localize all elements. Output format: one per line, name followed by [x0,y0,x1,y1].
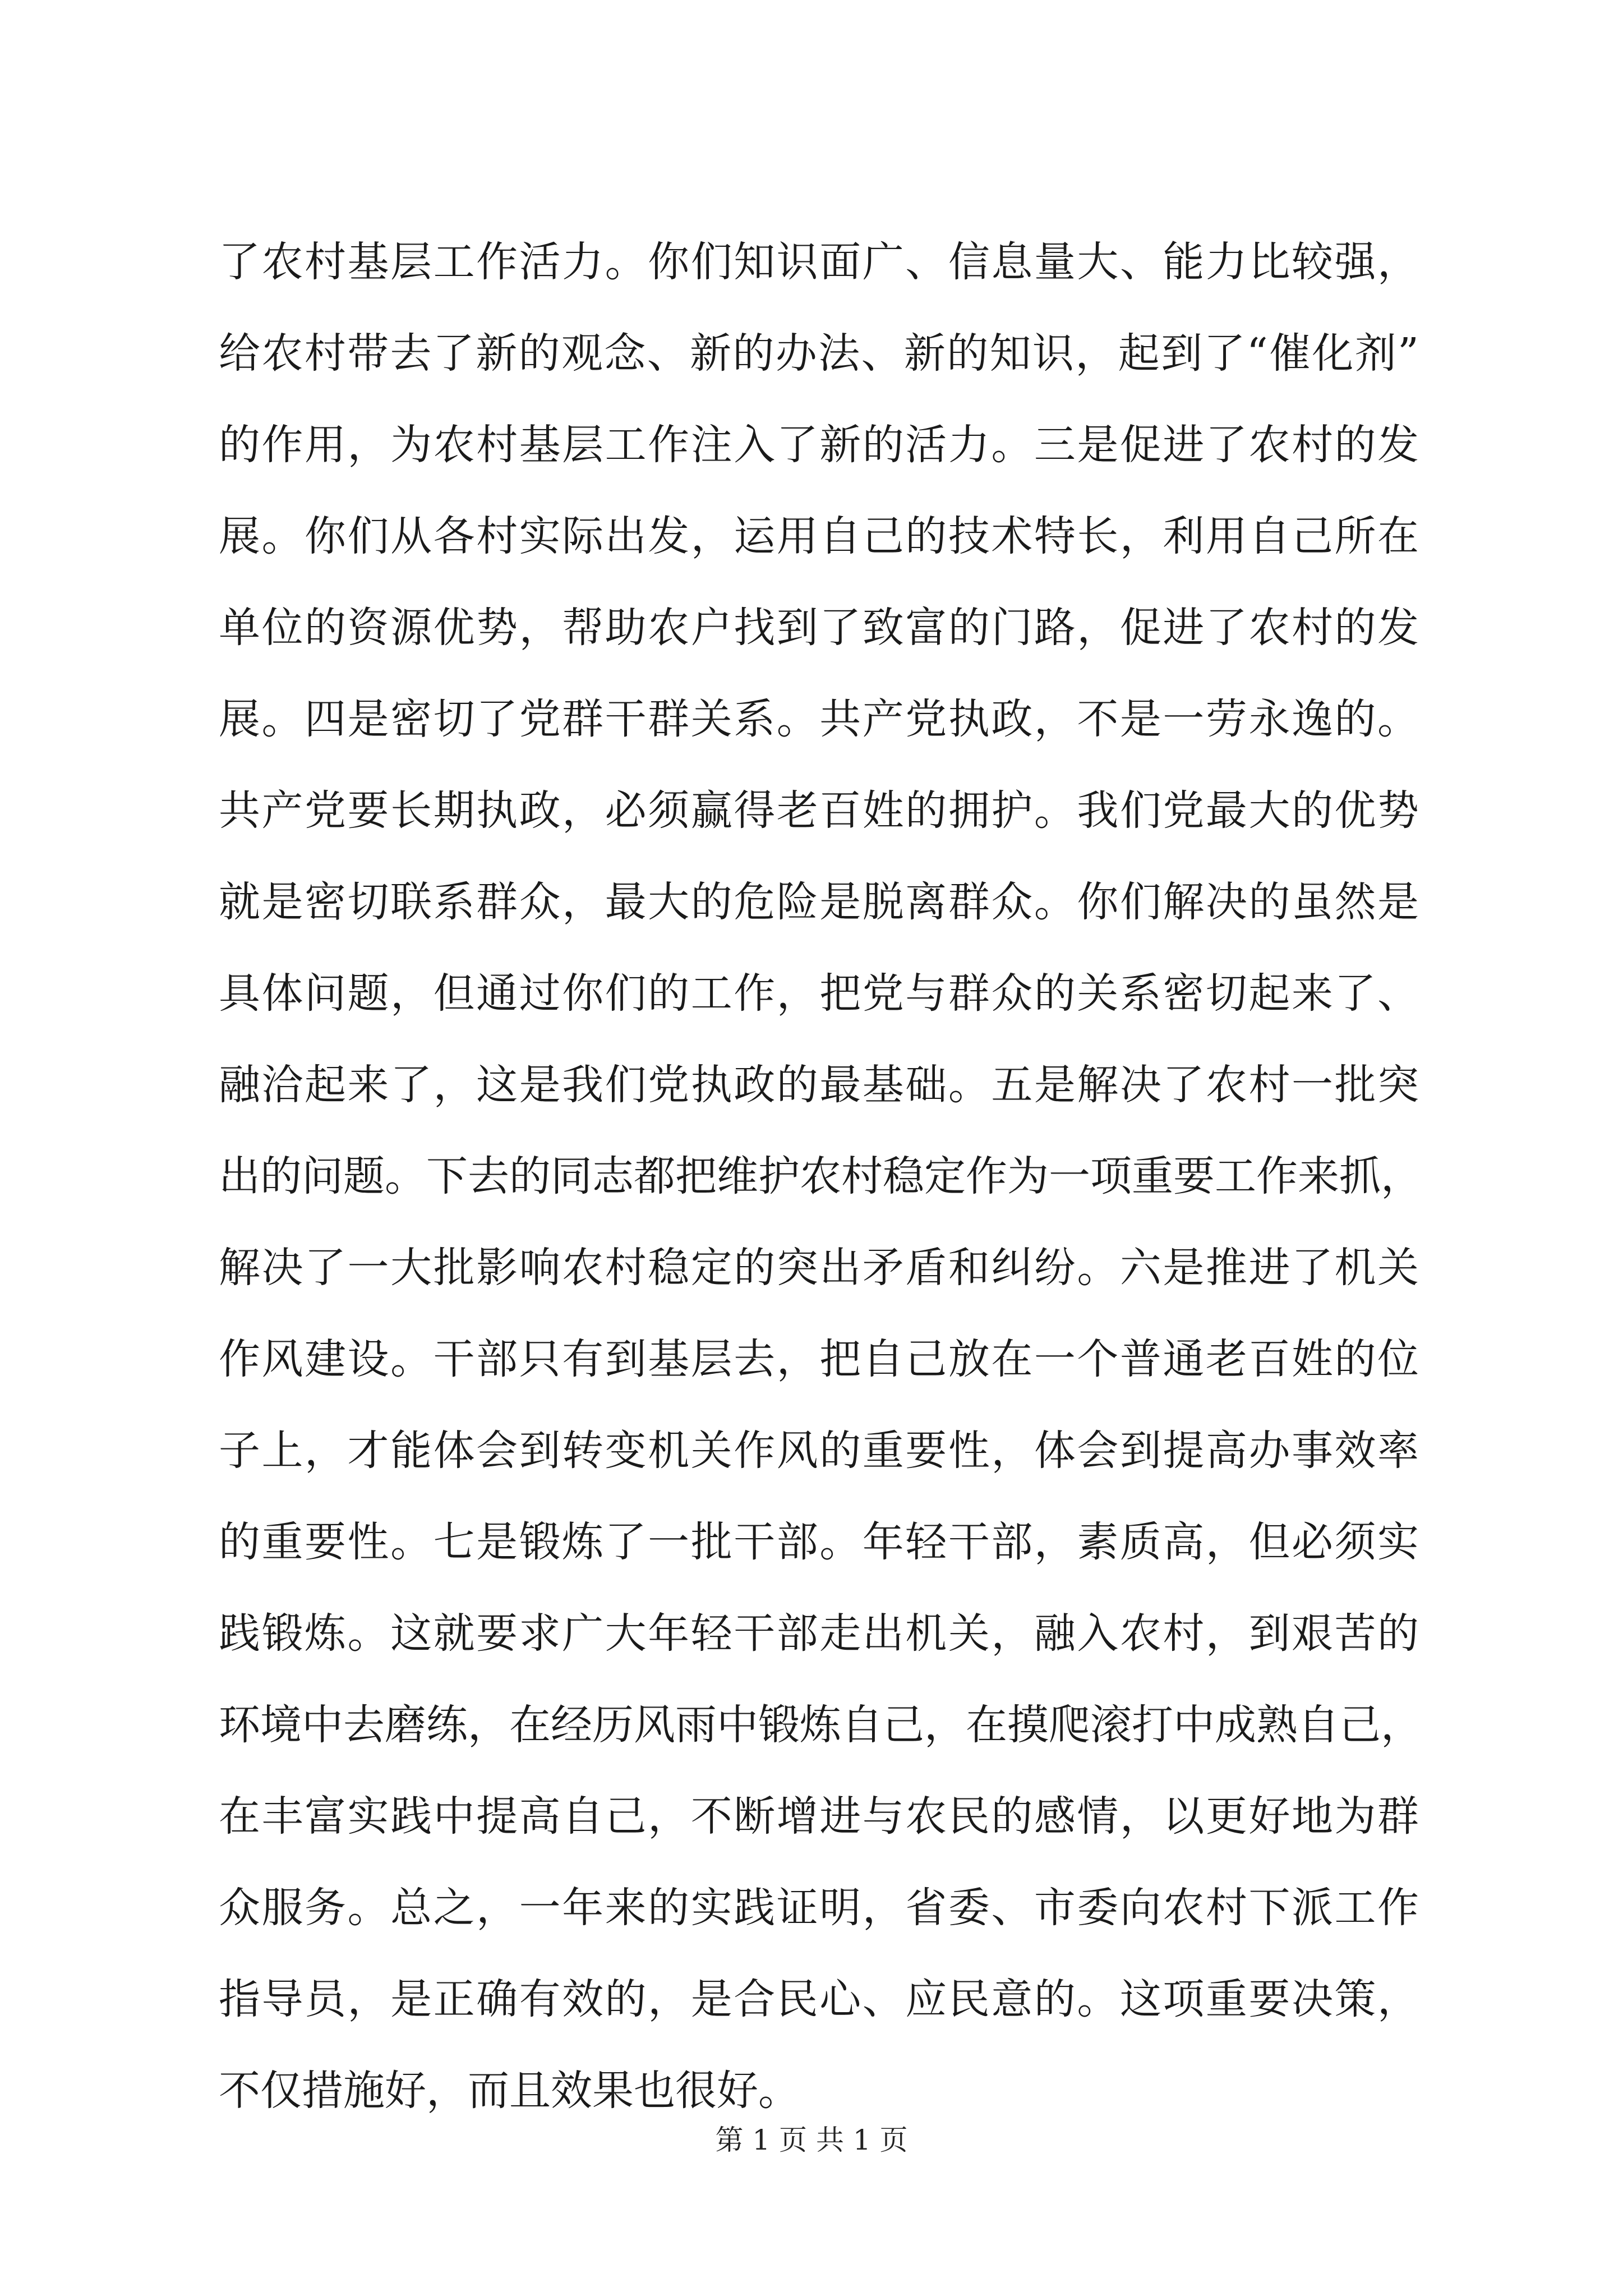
text-line: 展。你们从各村实际出发，运用自己的技术特长，利用自己所在 [219,512,1419,560]
text-line: 具体问题，但通过你们的工作，把党与群众的关系密切起来了、 [219,969,1419,1018]
page-footer [0,2120,1623,2160]
text-line: 解决了一大批影响农村稳定的突出矛盾和纠纷。六是推进了机关 [219,1244,1419,1292]
page-number: 第 1 页 共 1 页 [715,2124,908,2156]
text-line: 给农村带去了新的观念、新的办法、新的知识，起到了“催化剂” [219,329,1419,378]
text-line: 展。四是密切了党群干群关系。共产党执政，不是一劳永逸的。 [219,695,1419,743]
text-line: 单位的资源优势，帮助农户找到了致富的门路，促进了农村的发 [219,604,1419,652]
text-line: 的作用，为农村基层工作注入了新的活力。三是促进了农村的发 [219,421,1419,469]
text-line: 作风建设。干部只有到基层去，把自己放在一个普通老百姓的位 [219,1335,1419,1383]
text-line: 环境中去磨练，在经历风雨中锻炼自己，在摸爬滚打中成熟自己， [219,1701,1422,1749]
text-line: 在丰富实践中提高自己，不断增进与农民的感情，以更好地为群 [219,1792,1419,1841]
body-paragraph [219,217,1422,2137]
text-line: 子上，才能体会到转变机关作风的重要性，体会到提高办事效率 [219,1427,1419,1475]
text-line: 指导员，是正确有效的，是合民心、应民意的。这项重要决策， [219,1975,1419,2023]
text-line: 的重要性。七是锻炼了一批干部。年轻干部，素质高，但必须实 [219,1518,1419,1566]
text-line: 就是密切联系群众，最大的危险是脱离群众。你们解决的虽然是 [219,878,1419,926]
text-line: 了农村基层工作活力。你们知识面广、信息量大、能力比较强， [219,238,1419,286]
text-line: 众服务。总之，一年来的实践证明，省委、市委向农村下派工作 [219,1884,1419,1932]
text-line: 出的问题。下去的同志都把维护农村稳定作为一项重要工作来抓， [219,1152,1422,1200]
text-line: 践锻炼。这就要求广大年轻干部走出机关，融入农村，到艰苦的 [219,1609,1419,1658]
text-line: 不仅措施好，而且效果也很好。 [219,2067,800,2115]
text-line: 融洽起来了，这是我们党执政的最基础。五是解决了农村一批突 [219,1061,1419,1109]
text-line: 共产党要长期执政，必须赢得老百姓的拥护。我们党最大的优势 [219,786,1419,835]
